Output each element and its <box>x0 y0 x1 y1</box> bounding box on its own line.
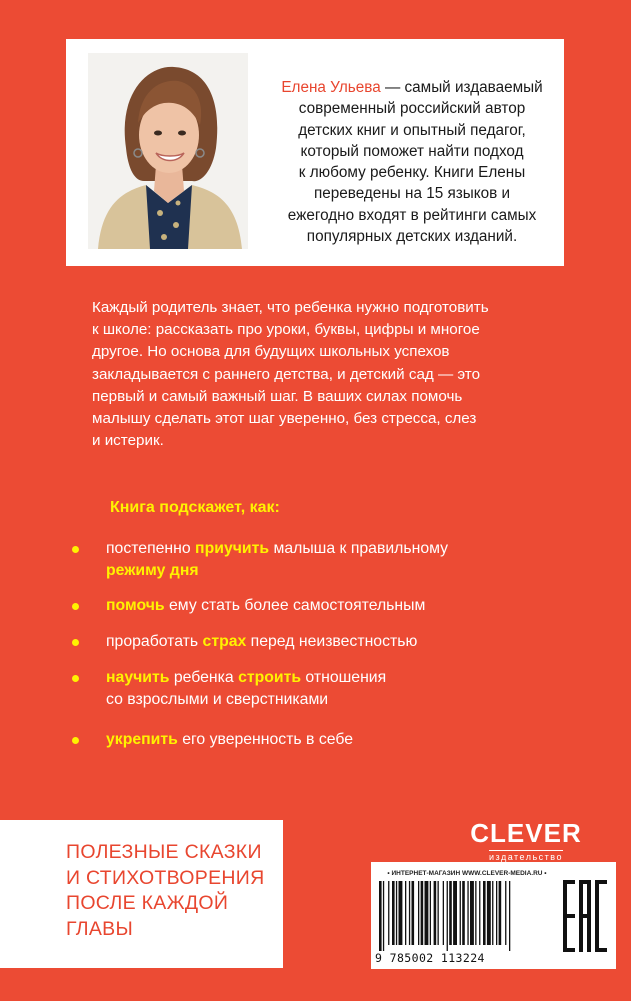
barcode-bar <box>462 881 465 945</box>
tagline-box <box>0 820 283 968</box>
bullet-icon <box>72 675 79 682</box>
intro-paragraph: Каждый родитель знает, что ребенка нужно подготовить к школе: рассказать про уроки, буквы, цифры и многое другое. Но основа для будущих школьных успехов закладывается с раннего детства, и детский сад — это первый и самый важный шаг. В ваших силах помочь малышу сделать этот шаг уверенно, без стресса, слез и истерик. <box>92 299 489 450</box>
barcode-bar <box>430 881 431 945</box>
barcode-bar <box>399 881 403 945</box>
barcode-bar <box>505 881 506 945</box>
author-box <box>66 39 564 266</box>
barcode-bar <box>443 881 444 945</box>
barcode-bar <box>388 881 389 945</box>
barcode-bar <box>425 881 429 945</box>
bullet-icon <box>72 603 79 610</box>
barcode-bar <box>470 881 474 945</box>
tagline: ПОЛЕЗНЫЕ СКАЗКИ И СТИХОТВОРЕНИЯ ПОСЛЕ КАЖДОЙ ГЛАВЫ <box>66 841 265 940</box>
barcode-bar <box>434 881 437 945</box>
barcode-bar <box>447 881 448 951</box>
barcode-bar <box>405 881 406 945</box>
barcode-bar <box>383 881 384 951</box>
back-cover: Елена Ульева — самый издаваемый современный российский автор детских книг и опытный педагог, который поможет найти подход к любому ребенку. Книги Елены переведены на 15 языков и ежегодно входят в рейтинги самых популярных детских изданий. Каждый родитель знает, что ребенка нужно подготовить к школе: рассказать про уроки, буквы, цифры и многое другое. Но основа для будущих школьных успехов закладывается с раннего детства, и детский сад — это первый и самый важный шаг. В ваших силах помочь малышу сделать этот шаг уверенно, без стресса, слез и истерик. Книга подскажет, как: постепенно приучить малыша к правильному режиму дня помочь ему стать более самостоятельным проработать страх перед неизвестностью научить ребенка строить отношения со взрослыми и сверстниками укрепить его уверенность в себе ПОЛЕЗНЫЕ СКАЗКИ И СТИХОТВОРЕНИЯ ПОСЛЕ КАЖДОЙ ГЛАВЫ CLEVER издательство • ИНТЕРНЕТ-МАГАЗИН WWW.CLEVER-MEDIA.RU • 9 785002 113224 <box>0 0 631 1001</box>
barcode-bar <box>496 881 497 945</box>
barcode-bar <box>421 881 424 945</box>
barcode <box>375 881 553 951</box>
barcode-bar <box>487 881 491 945</box>
barcode-bar <box>479 881 480 945</box>
barcode-bar <box>460 881 461 945</box>
author-portrait-illustration <box>88 53 248 249</box>
barcode-box <box>371 862 616 969</box>
author-name: Елена Ульева <box>281 79 381 96</box>
barcode-bar <box>412 881 415 945</box>
barcode-bar <box>418 881 419 945</box>
publisher-logo: CLEVER издательство <box>470 818 582 862</box>
hints-heading: Книга подскажет, как: <box>110 499 280 516</box>
barcode-bar <box>492 881 493 945</box>
barcode-bar <box>379 881 382 951</box>
barcode-bar <box>509 881 510 951</box>
author-bio: Елена Ульева — самый издаваемый современный российский автор детских книг и опытный педагог, который поможет найти подход к любому ребенку. Книги Елены переведены на 15 языков и ежегодно входят в рейтинги самых популярных детских изданий. <box>281 79 543 246</box>
barcode-bar <box>467 881 468 945</box>
barcode-bar <box>499 881 502 945</box>
isbn-number: 9 785002 113224 <box>375 951 485 965</box>
eac-mark-icon <box>561 872 609 960</box>
barcode-bar <box>475 881 476 945</box>
shop-url: • ИНТЕРНЕТ-МАГАЗИН WWW.CLEVER-MEDIA.RU • <box>387 870 547 877</box>
bullet-icon <box>72 737 79 744</box>
barcode-bar <box>449 881 452 945</box>
barcode-bar <box>396 881 397 945</box>
barcode-bar <box>453 881 457 945</box>
barcode-bar <box>409 881 410 945</box>
bullet-icon <box>72 546 79 553</box>
barcode-bar <box>392 881 395 945</box>
barcode-bar <box>438 881 439 945</box>
author-photo <box>88 53 248 249</box>
barcode-bar <box>483 881 486 945</box>
bullet-icon <box>72 639 79 646</box>
